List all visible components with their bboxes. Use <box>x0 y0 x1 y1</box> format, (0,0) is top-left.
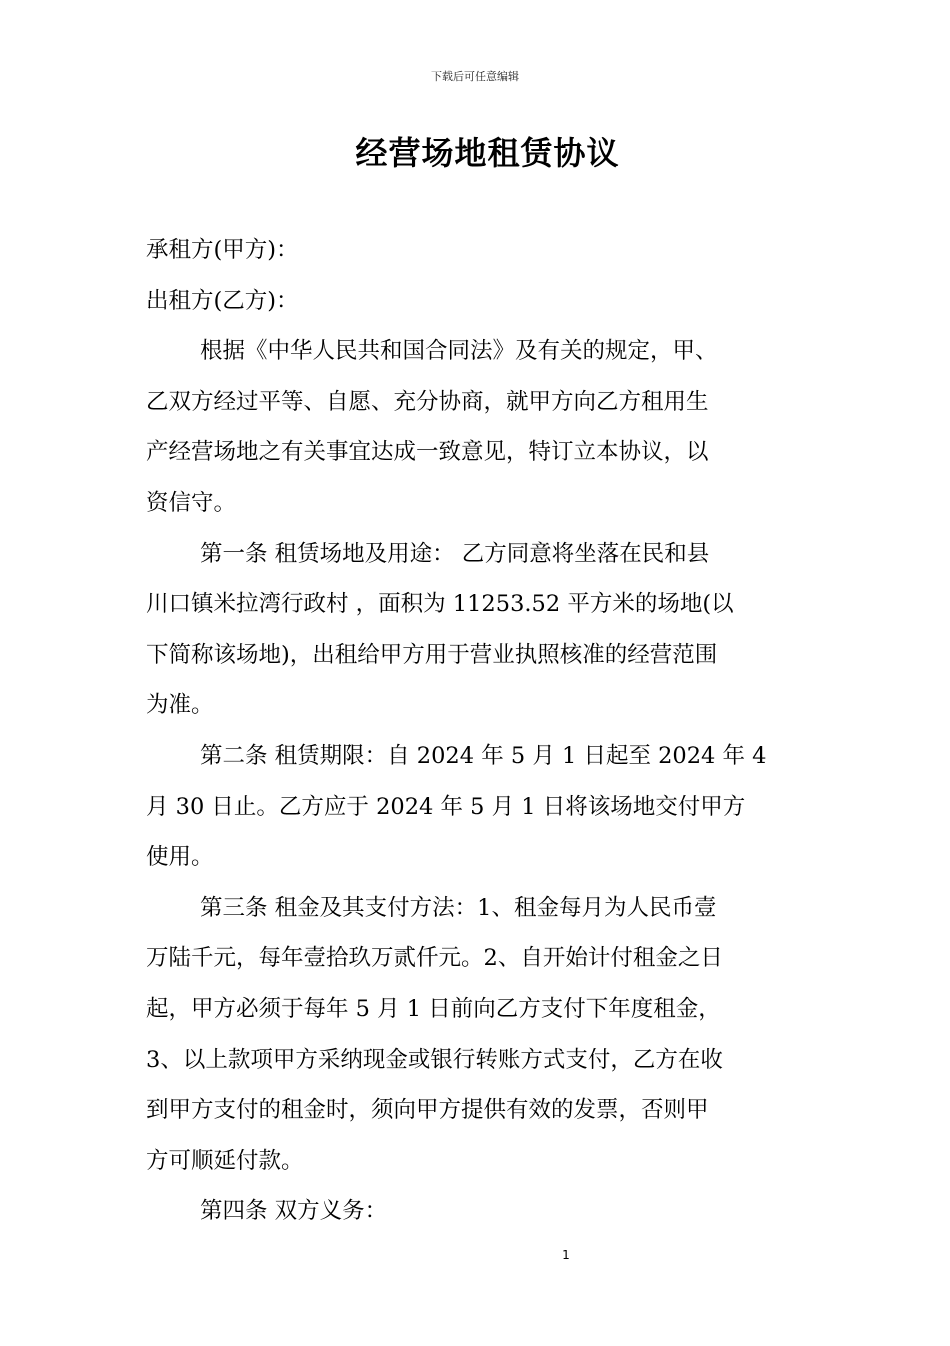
text-line: 根据《中华人民共和国合同法》及有关的规定，甲、 <box>200 338 718 365</box>
text-line: 第四条 双方义务： <box>200 1198 388 1225</box>
agreement-body <box>146 225 818 1237</box>
text-line: 第一条 租赁场地及用途： 乙方同意将坐落在民和县 <box>200 540 710 567</box>
text-line: 承租方(甲方)： <box>146 237 299 263</box>
text-line: 月 30 日止。乙方应于 2024 年 5 月 1 日将该场地交付甲方 <box>146 793 746 820</box>
text-line: 为准。 <box>146 692 214 719</box>
text-line: 到甲方支付的租金时，须向甲方提供有效的发票，否则甲 <box>146 1097 709 1124</box>
text-line: 乙双方经过平等、自愿、充分协商，就甲方向乙方租用生 <box>146 388 709 415</box>
text-line: 出租方(乙方)： <box>146 287 299 314</box>
text-line: 3、以上款项甲方采纳现金或银行转账方式支付，乙方在收 <box>146 1046 723 1073</box>
page-number: 1 <box>562 1248 570 1262</box>
text-line: 第二条 租赁期限：自 2024 年 5 月 1 日起至 2024 年 4 <box>200 742 767 769</box>
text-line: 产经营场地之有关事宜达成一致意见，特订立本协议，以 <box>146 439 709 466</box>
text-line: 川口镇米拉湾行政村 ，面积为 11253.52 平方米的场地(以 <box>146 591 734 618</box>
text-line: 使用。 <box>146 844 214 871</box>
text-line: 方可顺延付款。 <box>146 1147 304 1174</box>
text-line: 起，甲方必须于每年 5 月 1 日前向乙方支付下年度租金， <box>146 995 721 1022</box>
text-line: 万陆千元，每年壹拾玖万贰仟元。2、自开始计付租金之日 <box>146 945 723 972</box>
text-line: 第三条 租金及其支付方法：1、租金每月为人民币壹 <box>200 894 717 921</box>
text-line: 资信守。 <box>146 489 237 516</box>
text-line: 下简称该场地)，出租给甲方用于营业执照核准的经营范围 <box>146 641 718 668</box>
document-title: 经营场地租赁协议 <box>355 134 620 172</box>
header-note: 下载后可任意编辑 <box>431 70 519 83</box>
